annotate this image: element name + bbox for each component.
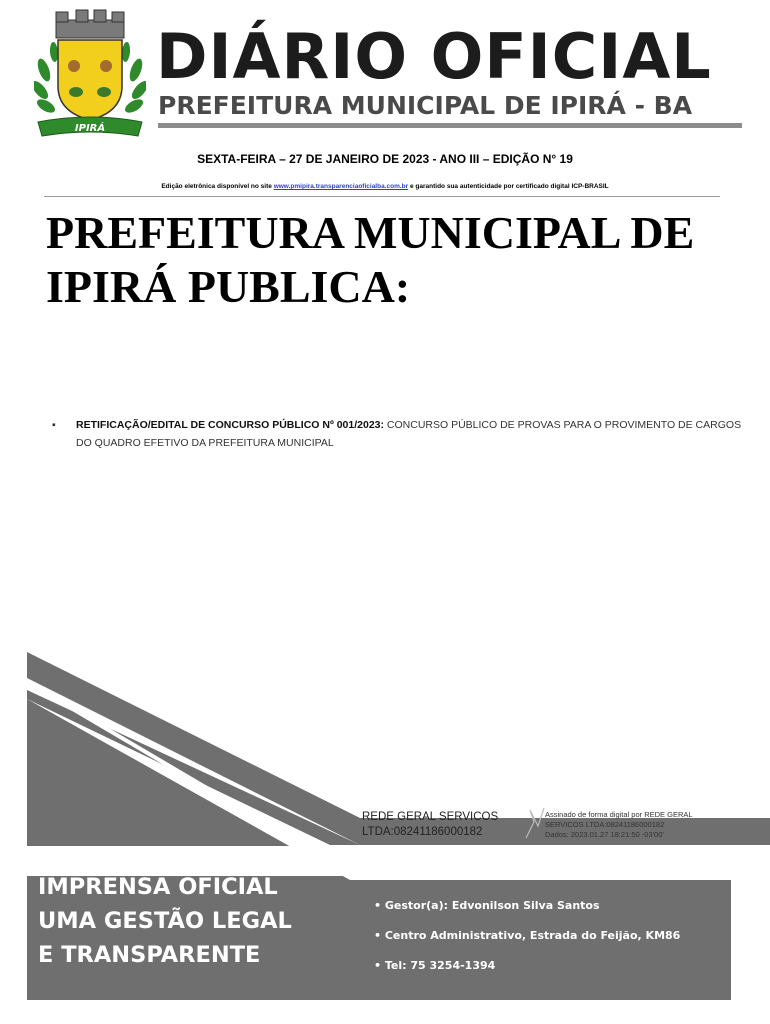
contact-address: • Centro Administrativo, Estrada do Feijão, KM86 [374,929,681,942]
slogan-line3: E TRANSPARENTE [38,942,261,968]
ribbon-label: IPIRÁ [74,123,106,134]
laurel-right [121,42,146,116]
masthead-title: DIÁRIO OFICIAL [156,20,712,93]
digital-signature-icon [524,806,546,840]
shield [58,40,122,120]
signature-detail-line3: Dados: 2023.01.27 18:21:50 -03'00' [545,830,664,839]
publication-item-text [76,416,757,452]
signature-detail-line1: Assinado de forma digital por REDE GERAL [545,810,693,819]
footer-slogan [38,870,358,972]
page-heading: PREFEITURA MUNICIPAL DE IPIRÁ PUBLICA: [46,207,695,312]
signatory-name-line2: LTDA:08241186000182 [362,826,483,838]
masthead-divider [158,123,742,128]
footer-contacts [374,898,734,988]
signature-detail-line2: SERVICOS LTDA:08241186000182 [545,820,665,829]
header-rule [44,196,720,197]
slogan-line2: UMA GESTÃO LEGAL [38,908,292,934]
crown [56,10,124,38]
slogan-line1: IMPRENSA OFICIAL [38,874,278,900]
contact-manager: • Gestor(a): Edvonilson Silva Santos [374,899,600,912]
publication-list-item [52,416,757,452]
notice-text-before: Edição eletrônica disponível no site [161,183,274,190]
signature-details [545,810,735,840]
signatory-name-line1: REDE GERAL SERVICOS [362,811,499,823]
signatory-name [362,810,532,840]
laurel-left [34,42,59,116]
publication-item-title: RETIFICAÇÃO/EDITAL DE CONCURSO PÚBLICO Nº 001/2023: [76,419,384,431]
publication-item-description: CONCURSO PÚBLICO DE PROVAS PARA O PROVIMENTO DE CARGOS DO QUADRO EFETIVO DA PREFEITURA MUNICIPAL [76,419,742,449]
edition-line: SEXTA-FEIRA – 27 DE JANEIRO DE 2023 - ANO III – EDIÇÃO N° 19 [197,152,573,166]
masthead-subtitle: PREFEITURA MUNICIPAL DE IPIRÁ - BA [158,91,693,120]
municipal-crest-logo [34,8,146,138]
transparency-site-link[interactable]: www.pmipira.transparenciaoficialba.com.br [273,183,409,190]
notice-text-after: e garantido sua autenticidade por certificado digital ICP-BRASIL [408,183,609,190]
contact-phone: • Tel: 75 3254-1394 [374,959,496,972]
list-bullet: ▪ [52,419,56,431]
electronic-edition-notice [0,182,770,191]
